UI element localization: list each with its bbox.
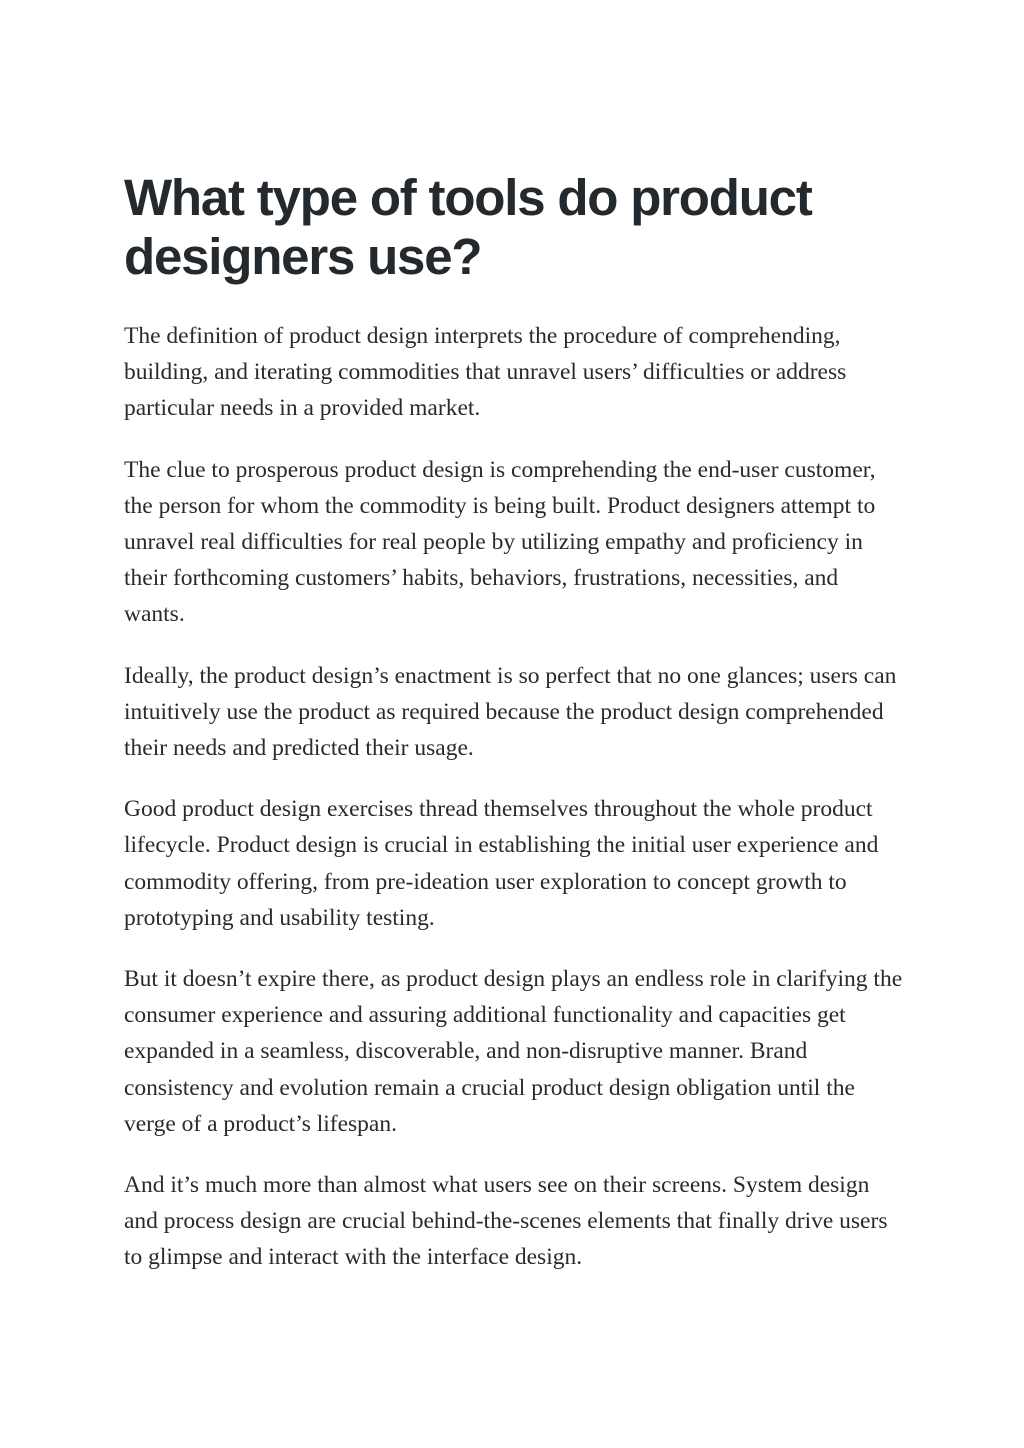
paragraph-definition: The definition of product design interprets the procedure of comprehending, building, and iterating commodities that unravel users’ difficulties or address particular needs in a provided market. [124, 323, 847, 422]
paragraph-ongoing-role: But it doesn’t expire there, as product design plays an endless role in clarifying the consumer experience and assuring additional functionality and capacities get expanded in a seamless, discoverable, and non-disruptive manner. Brand consistency and evolution remain a crucial product design obligation until the verge of a product’s lifespan. [124, 966, 903, 1137]
paragraph-system-design: And it’s much more than almost what users see on their screens. System design and process design are crucial behind-the-scenes elements that finally drive users to glimpse and interact with the interface design. [124, 1172, 888, 1271]
page-title: What type of tools do product designers use? [124, 169, 812, 285]
paragraph-end-user: The clue to prosperous product design is comprehending the end-user customer, the person for whom the commodity is being built. Product designers attempt to unravel real difficulties for real people by utilizing empathy and proficiency in their forthcoming customers’ habits, behaviors, frustrations, necessities, and wants. [124, 456, 876, 628]
paragraph-ideally: Ideally, the product design’s enactment is so perfect that no one glances; users can intuitively use the product as required because the product design comprehended their needs and predicted their usage. [124, 662, 897, 762]
paragraph-lifecycle: Good product design exercises thread themselves throughout the whole product lifecycle. Product design is crucial in establishing the initial user experience and commodity offering, from pre-ideation user exploration to concept growth to prototyping and usability testing. [124, 796, 879, 931]
article-content [124, 168, 904, 1301]
